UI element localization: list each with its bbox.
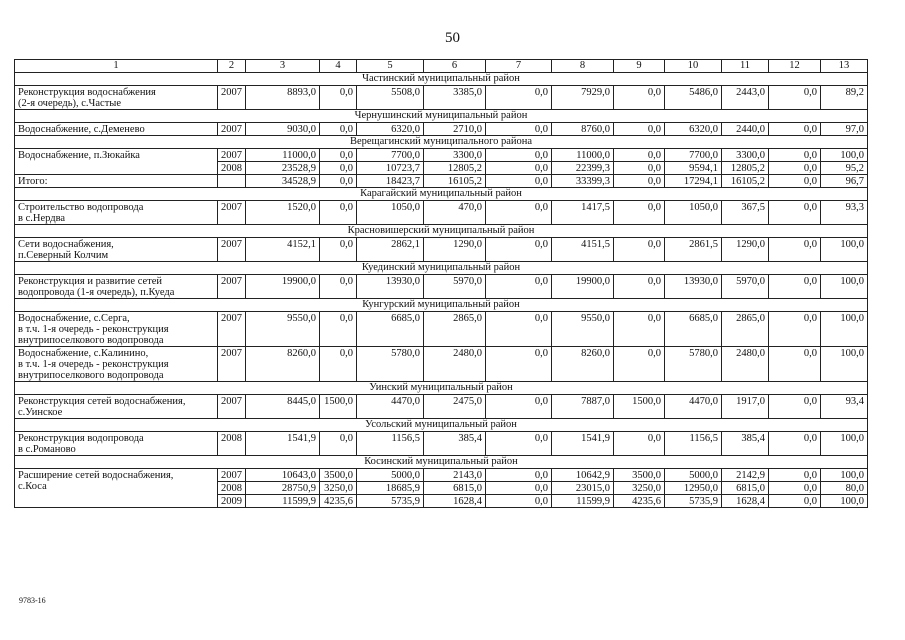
project-name-line: Водоснабжение, с.Калинино, <box>18 348 149 359</box>
table-row <box>15 395 868 419</box>
value-cell: 0,0 <box>769 86 821 110</box>
value-cell: 2475,0 <box>424 395 486 419</box>
value-cell: 0,0 <box>614 149 665 162</box>
value-cell: 1050,0 <box>357 201 424 225</box>
value-cell: 10723,7 <box>357 162 424 175</box>
value-cell: 2861,5 <box>665 238 722 262</box>
value-cell: 2007 <box>218 347 246 382</box>
project-name-line: внутрипоселкового водопровода <box>18 370 164 381</box>
project-name-line: п.Северный Колчим <box>18 250 109 261</box>
value-cell: 5000,0 <box>357 469 424 482</box>
table-row <box>15 149 868 162</box>
region-heading: Кунгурский муниципальный район <box>15 299 868 312</box>
value-cell: 2007 <box>218 469 246 482</box>
column-number-cell: 9 <box>614 60 665 73</box>
value-cell: 470,0 <box>424 201 486 225</box>
value-cell: 3250,0 <box>320 482 357 495</box>
footer-code: 9783-16 <box>19 596 46 605</box>
value-cell: 0,0 <box>320 312 357 347</box>
table-row <box>15 347 868 382</box>
value-cell: 100,0 <box>821 495 868 508</box>
value-cell: 0,0 <box>486 482 552 495</box>
value-cell: 1628,4 <box>424 495 486 508</box>
value-cell: 100,0 <box>821 347 868 382</box>
region-row <box>15 262 868 275</box>
value-cell: 4151,5 <box>552 238 614 262</box>
table-row <box>15 123 868 136</box>
value-cell: 2007 <box>218 123 246 136</box>
value-cell: 13930,0 <box>665 275 722 299</box>
value-cell: 0,0 <box>769 395 821 419</box>
project-name-line: водопровода (1-я очередь), п.Куеда <box>18 287 175 298</box>
table-row <box>15 432 868 456</box>
column-number-cell: 8 <box>552 60 614 73</box>
value-cell: 0,0 <box>769 238 821 262</box>
region-heading: Карагайский муниципальный район <box>15 188 868 201</box>
value-cell: 0,0 <box>486 201 552 225</box>
value-cell: 1156,5 <box>665 432 722 456</box>
page-number: 50 <box>445 30 460 46</box>
value-cell: 7700,0 <box>665 149 722 162</box>
value-cell: 7887,0 <box>552 395 614 419</box>
table-row <box>15 469 868 482</box>
value-cell: 5735,9 <box>357 495 424 508</box>
project-name-line: Водоснабжение, п.Зюкайка <box>18 150 140 161</box>
region-row <box>15 299 868 312</box>
region-heading: Косинский муниципальный район <box>15 456 868 469</box>
value-cell: 12805,2 <box>424 162 486 175</box>
value-cell: 0,0 <box>614 123 665 136</box>
value-cell: 18685,9 <box>357 482 424 495</box>
value-cell: 80,0 <box>821 482 868 495</box>
value-cell: 0,0 <box>486 175 552 188</box>
value-cell: 100,0 <box>821 432 868 456</box>
value-cell: 89,2 <box>821 86 868 110</box>
value-cell: 100,0 <box>821 469 868 482</box>
value-cell: 0,0 <box>769 201 821 225</box>
project-name-cell <box>15 312 218 347</box>
project-name-line: в т.ч. 1-я очередь - реконструкция <box>18 359 169 370</box>
value-cell: 3500,0 <box>614 469 665 482</box>
value-cell: 2008 <box>218 162 246 175</box>
value-cell: 97,0 <box>821 123 868 136</box>
region-heading: Уинский муниципальный район <box>15 382 868 395</box>
value-cell: 1050,0 <box>665 201 722 225</box>
project-name-line: с.Коса <box>18 481 47 492</box>
value-cell: 2007 <box>218 86 246 110</box>
value-cell: 9594,1 <box>665 162 722 175</box>
project-name-cell <box>15 123 218 136</box>
project-name-line: Водоснабжение, с.Серга, <box>18 313 130 324</box>
value-cell: 34528,9 <box>246 175 320 188</box>
column-number-cell: 10 <box>665 60 722 73</box>
region-heading: Куединский муниципальный район <box>15 262 868 275</box>
value-cell: 2865,0 <box>722 312 769 347</box>
value-cell: 7700,0 <box>357 149 424 162</box>
project-name-line: внутрипоселкового водопровода <box>18 335 164 346</box>
value-cell: 0,0 <box>486 312 552 347</box>
value-cell: 0,0 <box>769 275 821 299</box>
value-cell: 1417,5 <box>552 201 614 225</box>
project-name-line: (2-я очередь), с.Частые <box>18 98 122 109</box>
value-cell: 0,0 <box>486 86 552 110</box>
project-name-line: Итого: <box>18 176 48 187</box>
region-row <box>15 110 868 123</box>
region-row <box>15 456 868 469</box>
region-heading: Красновишерский муниципальный район <box>15 225 868 238</box>
value-cell: 3300,0 <box>722 149 769 162</box>
project-name-cell <box>15 275 218 299</box>
value-cell: 0,0 <box>614 175 665 188</box>
value-cell: 6815,0 <box>722 482 769 495</box>
value-cell: 3300,0 <box>424 149 486 162</box>
region-row <box>15 188 868 201</box>
value-cell: 1500,0 <box>614 395 665 419</box>
value-cell: 100,0 <box>821 149 868 162</box>
project-name-line: Реконструкция сетей водоснабжения, <box>18 396 186 407</box>
value-cell: 2009 <box>218 495 246 508</box>
value-cell: 9550,0 <box>552 312 614 347</box>
value-cell: 10642,9 <box>552 469 614 482</box>
value-cell: 2480,0 <box>424 347 486 382</box>
project-name-cell <box>15 432 218 456</box>
value-cell: 0,0 <box>769 469 821 482</box>
value-cell: 5780,0 <box>665 347 722 382</box>
value-cell: 3385,0 <box>424 86 486 110</box>
value-cell: 16105,2 <box>424 175 486 188</box>
value-cell: 6685,0 <box>665 312 722 347</box>
value-cell: 0,0 <box>486 395 552 419</box>
project-name-cell <box>15 201 218 225</box>
value-cell: 0,0 <box>320 175 357 188</box>
value-cell: 0,0 <box>614 201 665 225</box>
value-cell: 19900,0 <box>552 275 614 299</box>
value-cell: 7929,0 <box>552 86 614 110</box>
value-cell: 1500,0 <box>320 395 357 419</box>
column-number-cell: 6 <box>424 60 486 73</box>
value-cell: 8260,0 <box>552 347 614 382</box>
column-number-cell: 2 <box>218 60 246 73</box>
value-cell: 11000,0 <box>246 149 320 162</box>
value-cell: 100,0 <box>821 312 868 347</box>
value-cell: 0,0 <box>614 347 665 382</box>
region-row <box>15 73 868 86</box>
project-name-line: Строительство водопровода <box>18 202 144 213</box>
value-cell: 3250,0 <box>614 482 665 495</box>
region-row <box>15 419 868 432</box>
value-cell: 0,0 <box>486 123 552 136</box>
value-cell: 6815,0 <box>424 482 486 495</box>
value-cell: 6685,0 <box>357 312 424 347</box>
value-cell: 1290,0 <box>424 238 486 262</box>
value-cell: 23015,0 <box>552 482 614 495</box>
value-cell: 0,0 <box>320 149 357 162</box>
value-cell: 5000,0 <box>665 469 722 482</box>
column-number-cell: 4 <box>320 60 357 73</box>
value-cell: 0,0 <box>486 162 552 175</box>
column-number-cell: 13 <box>821 60 868 73</box>
project-name-cell <box>15 347 218 382</box>
value-cell: 2443,0 <box>722 86 769 110</box>
region-row <box>15 225 868 238</box>
value-cell: 385,4 <box>722 432 769 456</box>
value-cell: 17294,1 <box>665 175 722 188</box>
value-cell: 0,0 <box>486 347 552 382</box>
project-name-line: в с.Нердва <box>18 213 66 224</box>
value-cell <box>218 175 246 188</box>
value-cell: 4470,0 <box>665 395 722 419</box>
project-name-line: Реконструкция и развитие сетей <box>18 276 163 287</box>
value-cell: 1541,9 <box>552 432 614 456</box>
value-cell: 11000,0 <box>552 149 614 162</box>
value-cell: 33399,3 <box>552 175 614 188</box>
value-cell: 367,5 <box>722 201 769 225</box>
column-number-cell: 11 <box>722 60 769 73</box>
value-cell: 0,0 <box>769 432 821 456</box>
value-cell: 1628,4 <box>722 495 769 508</box>
value-cell: 2008 <box>218 432 246 456</box>
value-cell: 18423,7 <box>357 175 424 188</box>
column-number-cell: 12 <box>769 60 821 73</box>
value-cell: 0,0 <box>769 495 821 508</box>
value-cell: 0,0 <box>769 482 821 495</box>
value-cell: 4152,1 <box>246 238 320 262</box>
value-cell: 0,0 <box>614 432 665 456</box>
table-row <box>15 312 868 347</box>
value-cell: 0,0 <box>320 275 357 299</box>
value-cell: 2007 <box>218 238 246 262</box>
value-cell: 0,0 <box>614 86 665 110</box>
value-cell: 5970,0 <box>722 275 769 299</box>
value-cell: 5780,0 <box>357 347 424 382</box>
table-row <box>15 86 868 110</box>
value-cell: 0,0 <box>769 123 821 136</box>
value-cell: 1520,0 <box>246 201 320 225</box>
value-cell: 28750,9 <box>246 482 320 495</box>
project-name-line: в т.ч. 1-я очередь - реконструкция <box>18 324 169 335</box>
value-cell: 2865,0 <box>424 312 486 347</box>
value-cell: 8260,0 <box>246 347 320 382</box>
table-row <box>15 175 868 188</box>
region-heading: Чернушинский муниципальный район <box>15 110 868 123</box>
value-cell: 0,0 <box>320 432 357 456</box>
value-cell: 0,0 <box>486 469 552 482</box>
value-cell: 5486,0 <box>665 86 722 110</box>
value-cell: 0,0 <box>486 495 552 508</box>
value-cell: 6320,0 <box>357 123 424 136</box>
value-cell: 2480,0 <box>722 347 769 382</box>
value-cell: 0,0 <box>320 123 357 136</box>
value-cell: 5970,0 <box>424 275 486 299</box>
value-cell: 385,4 <box>424 432 486 456</box>
value-cell: 4235,6 <box>614 495 665 508</box>
value-cell: 2710,0 <box>424 123 486 136</box>
value-cell: 0,0 <box>320 238 357 262</box>
value-cell: 2862,1 <box>357 238 424 262</box>
value-cell: 8893,0 <box>246 86 320 110</box>
value-cell: 5508,0 <box>357 86 424 110</box>
value-cell: 12950,0 <box>665 482 722 495</box>
value-cell: 0,0 <box>769 162 821 175</box>
value-cell: 2007 <box>218 312 246 347</box>
value-cell: 0,0 <box>320 86 357 110</box>
value-cell: 9550,0 <box>246 312 320 347</box>
value-cell: 13930,0 <box>357 275 424 299</box>
value-cell: 1290,0 <box>722 238 769 262</box>
value-cell: 1917,0 <box>722 395 769 419</box>
region-row <box>15 136 868 149</box>
value-cell: 11599,9 <box>552 495 614 508</box>
project-name-cell <box>15 238 218 262</box>
value-cell: 9030,0 <box>246 123 320 136</box>
value-cell: 0,0 <box>320 162 357 175</box>
value-cell: 2007 <box>218 395 246 419</box>
value-cell: 0,0 <box>320 201 357 225</box>
value-cell: 4470,0 <box>357 395 424 419</box>
value-cell: 16105,2 <box>722 175 769 188</box>
project-name-line: Водоснабжение, с.Деменево <box>18 124 145 135</box>
value-cell: 0,0 <box>769 347 821 382</box>
column-number-cell: 7 <box>486 60 552 73</box>
value-cell: 1156,5 <box>357 432 424 456</box>
project-name-cell <box>15 149 218 175</box>
column-number-cell: 5 <box>357 60 424 73</box>
value-cell: 2007 <box>218 149 246 162</box>
value-cell: 0,0 <box>769 175 821 188</box>
project-name-cell <box>15 175 218 188</box>
value-cell: 2007 <box>218 201 246 225</box>
project-name-cell <box>15 469 218 508</box>
value-cell: 0,0 <box>769 149 821 162</box>
value-cell: 0,0 <box>486 432 552 456</box>
project-name-line: Реконструкция водоснабжения <box>18 87 156 98</box>
table-row <box>15 201 868 225</box>
value-cell: 96,7 <box>821 175 868 188</box>
value-cell: 1541,9 <box>246 432 320 456</box>
value-cell: 2142,9 <box>722 469 769 482</box>
investment-table <box>14 59 868 508</box>
column-number-cell: 1 <box>15 60 218 73</box>
region-row <box>15 382 868 395</box>
table-row <box>15 275 868 299</box>
value-cell: 0,0 <box>614 312 665 347</box>
value-cell: 0,0 <box>486 238 552 262</box>
column-number-row <box>15 60 868 73</box>
value-cell: 11599,9 <box>246 495 320 508</box>
table-row <box>15 238 868 262</box>
value-cell: 95,2 <box>821 162 868 175</box>
project-name-line: Сети водоснабжения, <box>18 239 114 250</box>
value-cell: 5735,9 <box>665 495 722 508</box>
value-cell: 0,0 <box>614 238 665 262</box>
value-cell: 2440,0 <box>722 123 769 136</box>
value-cell: 2008 <box>218 482 246 495</box>
value-cell: 0,0 <box>486 149 552 162</box>
value-cell: 8445,0 <box>246 395 320 419</box>
project-name-cell <box>15 86 218 110</box>
region-heading: Верещагинский муниципального района <box>15 136 868 149</box>
value-cell: 0,0 <box>614 162 665 175</box>
project-name-cell <box>15 395 218 419</box>
value-cell: 93,3 <box>821 201 868 225</box>
value-cell: 93,4 <box>821 395 868 419</box>
value-cell: 3500,0 <box>320 469 357 482</box>
region-heading: Усольский муниципальный район <box>15 419 868 432</box>
value-cell: 2143,0 <box>424 469 486 482</box>
value-cell: 8760,0 <box>552 123 614 136</box>
project-name-line: Расширение сетей водоснабжения, <box>18 470 174 481</box>
value-cell: 0,0 <box>614 275 665 299</box>
value-cell: 6320,0 <box>665 123 722 136</box>
column-number-cell: 3 <box>246 60 320 73</box>
project-name-line: в с.Романово <box>18 444 76 455</box>
project-name-line: Реконструкция водопровода <box>18 433 144 444</box>
value-cell: 12805,2 <box>722 162 769 175</box>
value-cell: 23528,9 <box>246 162 320 175</box>
value-cell: 0,0 <box>486 275 552 299</box>
value-cell: 10643,0 <box>246 469 320 482</box>
value-cell: 2007 <box>218 275 246 299</box>
value-cell: 22399,3 <box>552 162 614 175</box>
value-cell: 19900,0 <box>246 275 320 299</box>
region-heading: Частинский муниципальный район <box>15 73 868 86</box>
value-cell: 0,0 <box>769 312 821 347</box>
value-cell: 0,0 <box>320 347 357 382</box>
project-name-line: с.Уинское <box>18 407 63 418</box>
value-cell: 4235,6 <box>320 495 357 508</box>
value-cell: 100,0 <box>821 275 868 299</box>
value-cell: 100,0 <box>821 238 868 262</box>
